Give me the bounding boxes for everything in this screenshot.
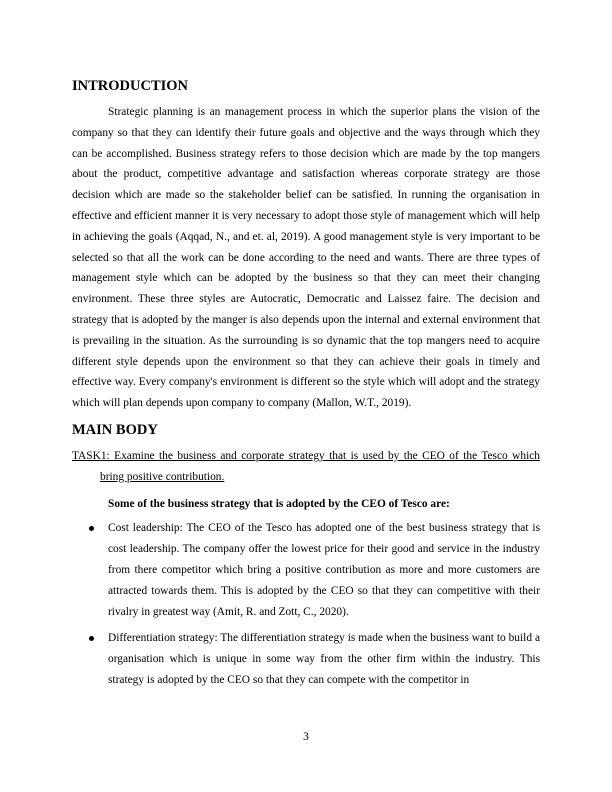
bullet-icon [89,636,94,641]
list-item [72,628,540,690]
task-heading: TASK1: Examine the business and corporate strategy that is used by the CEO of the Tesco which bring positive contribution. [72,449,540,483]
list-item-text: Differentiation strategy: The differentiation strategy is made when the business want to build a organisation which is unique in some way from the other firm within the industry. This strategy is adopted by the CEO so that they can compete with the competitor in [108,632,540,686]
introduction-heading: INTRODUCTION [72,78,189,94]
list-item [72,518,540,622]
page-number: 3 [303,731,309,743]
list-item-text: Cost leadership: The CEO of the Tesco has adopted one of the best business strategy that is cost leadership. The company offer the lowest price for their good and service in the industry from there competitor which bring a positive contribution as more and more customers are attracted towards them. This is adopted by the CEO so that they can competitive with their rivalry in greatest way (Amit, R. and Zott, C., 2020). [108,522,540,618]
introduction-paragraph: Strategic planning is an management process in which the superior plans the vision of the company so that they can identify their future goals and objective and the ways through which they can be accomplished. Business strategy refers to those decision which are made by the top mangers about the product, competitive advantage and satisfaction whereas corporate strategy are those decision which are made so the stakeholder belief can be satisfied. In running the organisation in effective and efficient manner it is very necessary to adopt those style of management which will help in achieving the goals (Aqqad, N., and et. al, 2019). A good management style is very important to be selected so that all the work can be done according to the need and wants. There are three types of management style which can be adopted by the business so that they can meet their changing environment. These three styles are Autocratic, Democratic and Laissez faire. The decision and strategy that is adopted by the manger is also depends upon the internal and external environment that is prevailing in the situation. As the surrounding is so dynamic that the top mangers need to acquire different style depends upon the environment so that they can achieve their goals in timely and effective way. Every company's environment is different so the style which will adopt and the strategy which will plan depends upon company to company (Mallon, W.T., 2019). [72,106,540,410]
main-body-heading: MAIN BODY [72,421,158,438]
strategy-list [72,518,540,690]
bullet-icon [89,526,94,531]
strategy-subheading: Some of the business strategy that is adopted by the CEO of Tesco are: [108,497,450,510]
page-content [72,76,540,697]
